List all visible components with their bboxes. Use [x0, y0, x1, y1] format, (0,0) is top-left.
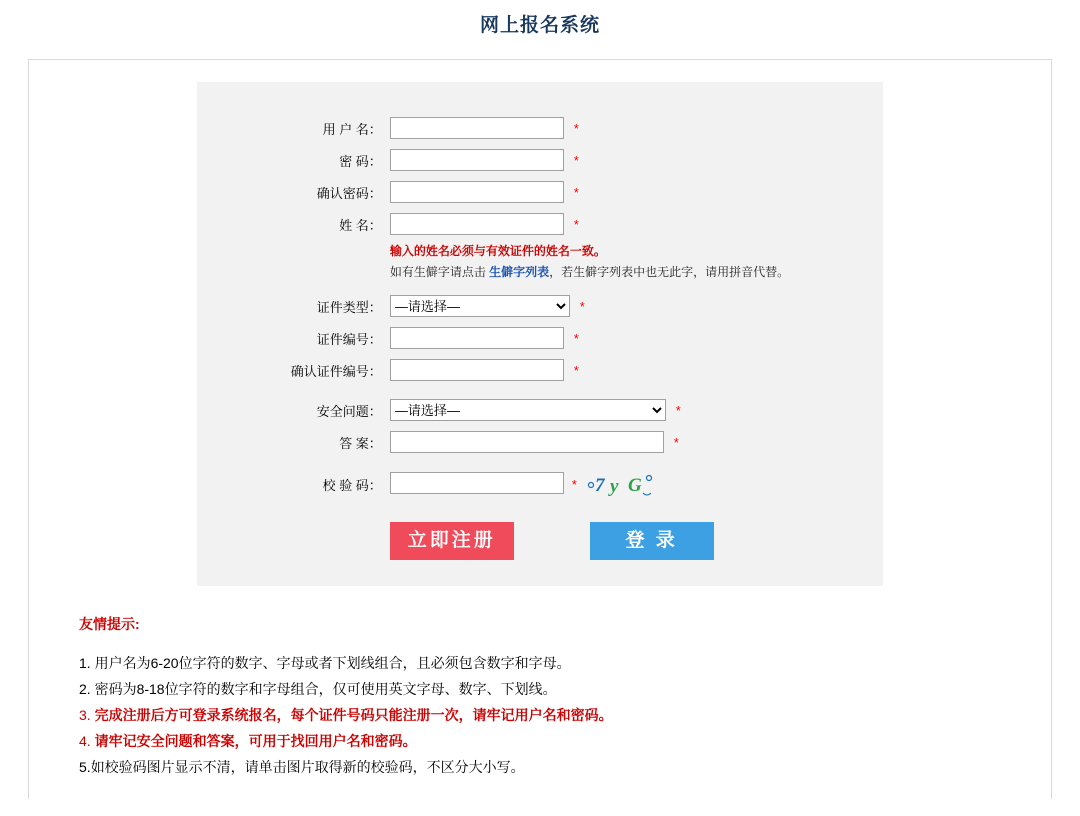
registration-form: [197, 82, 883, 586]
answer-label: 答 案：: [339, 435, 382, 451]
password-label: 密 码：: [339, 153, 382, 169]
tip-item-2-text: 密码为8-18位字符的数字和字母组合，仅可使用英文字母、数字、下划线。: [94, 681, 557, 697]
realname-note-row-2: [291, 260, 789, 282]
realname-field-cell: [390, 208, 789, 240]
answer-field-cell: [390, 426, 789, 458]
captcha-field-cell: [390, 458, 789, 500]
tip-item-2: [79, 676, 1051, 702]
id-type-label: 证件类型：: [316, 299, 382, 315]
svg-text:7: 7: [594, 475, 605, 496]
svg-text:y: y: [609, 476, 619, 497]
id-number-field-cell: [390, 322, 789, 354]
username-input[interactable]: [390, 117, 564, 139]
security-question-required-star: *: [675, 403, 681, 419]
register-button[interactable]: 立即注册: [390, 522, 514, 560]
tips-title: 友情提示:: [79, 616, 140, 632]
id-type-field-cell: [390, 282, 789, 322]
tip-item-4-num: 4.: [79, 733, 95, 749]
username-required-star: *: [573, 121, 579, 137]
form-row-id-type: [291, 282, 789, 322]
form-row-answer: [291, 426, 789, 458]
answer-input[interactable]: [390, 431, 664, 453]
rare-char-note-prefix: 如有生僻字请点击: [389, 265, 490, 279]
svg-text:G: G: [627, 475, 642, 496]
password-field-cell: [390, 144, 789, 176]
login-button[interactable]: 登 录: [590, 522, 714, 560]
id-number-confirm-label: 确认证件编号：: [290, 363, 382, 379]
tips-section: [79, 614, 1051, 780]
tip-item-1: [79, 650, 1051, 676]
rare-character-list-link[interactable]: 生僻字列表: [489, 265, 550, 279]
security-question-label: 安全问题：: [316, 403, 382, 419]
id-number-label: 证件编号：: [316, 331, 382, 347]
buttons-cell: [390, 500, 789, 560]
confirm-password-label: 确认密码：: [316, 185, 382, 201]
tip-item-4-text: 请牢记安全问题和答案，可用于找回用户名和密码。: [94, 733, 417, 749]
confirm-password-field-cell: [390, 176, 789, 208]
password-input[interactable]: [390, 149, 564, 171]
form-fields-table: [291, 112, 789, 560]
id-type-select[interactable]: [390, 295, 570, 317]
tip-item-4: [79, 728, 1051, 754]
captcha-input[interactable]: [390, 472, 564, 494]
page-title: 网上报名系统: [479, 15, 600, 36]
form-row-captcha: [291, 458, 789, 500]
tip-item-3: [79, 702, 1051, 728]
tip-item-5-text: 如校验码图片显示不清，请单击图片取得新的校验码，不区分大小写。: [90, 759, 525, 775]
realname-label: 姓 名：: [339, 217, 382, 233]
form-row-confirm-password: [291, 176, 789, 208]
realname-note-1: 输入的姓名必须与有效证件的姓名一致。: [389, 244, 606, 258]
id-number-confirm-required-star: *: [573, 363, 579, 379]
id-number-input[interactable]: [390, 327, 564, 349]
tip-item-3-num: 3.: [79, 707, 95, 723]
rare-char-note-suffix: ，若生僻字列表中也无此字，请用拼音代替。: [549, 265, 790, 279]
confirm-password-required-star: *: [573, 185, 579, 201]
form-row-security-question: [291, 386, 789, 426]
content-panel: [28, 59, 1052, 799]
form-row-buttons: [291, 500, 789, 560]
realname-note-2: [390, 262, 789, 282]
username-field-cell: [390, 112, 789, 144]
form-row-username: [291, 112, 789, 144]
tip-item-3-text: 完成注册后方可登录系统报名，每个证件号码只能注册一次，请牢记用户名和密码。: [94, 707, 613, 723]
realname-required-star: *: [573, 217, 579, 233]
tip-item-5-num: 5.: [79, 759, 91, 775]
realname-input[interactable]: [390, 213, 564, 235]
form-row-id-number-confirm: [291, 354, 789, 386]
id-number-confirm-field-cell: [390, 354, 789, 386]
tip-item-1-text: 用户名为6-20位字符的数字、字母或者下划线组合，且必须包含数字和字母。: [94, 655, 571, 671]
id-number-confirm-input[interactable]: [390, 359, 564, 381]
security-question-select[interactable]: [390, 399, 666, 421]
captcha-label: 校 验 码：: [322, 477, 382, 493]
security-question-field-cell: [390, 386, 789, 426]
username-label: 用 户 名：: [322, 121, 382, 137]
form-row-id-number: [291, 322, 789, 354]
realname-note-row-1: [291, 240, 789, 260]
realname-note-1-cell: [390, 240, 789, 260]
tip-item-5: [79, 754, 1051, 780]
confirm-password-input[interactable]: [390, 181, 564, 203]
form-row-password: [291, 144, 789, 176]
id-type-required-star: *: [579, 299, 585, 315]
captcha-required-star: *: [571, 476, 577, 492]
answer-required-star: *: [673, 435, 679, 451]
captcha-image[interactable]: [585, 471, 657, 497]
form-row-realname: [291, 208, 789, 240]
tip-item-2-num: 2.: [79, 681, 95, 697]
password-required-star: *: [573, 153, 579, 169]
tip-item-1-num: 1.: [79, 655, 95, 671]
realname-note-2-cell: [390, 260, 789, 282]
id-number-required-star: *: [573, 331, 579, 347]
